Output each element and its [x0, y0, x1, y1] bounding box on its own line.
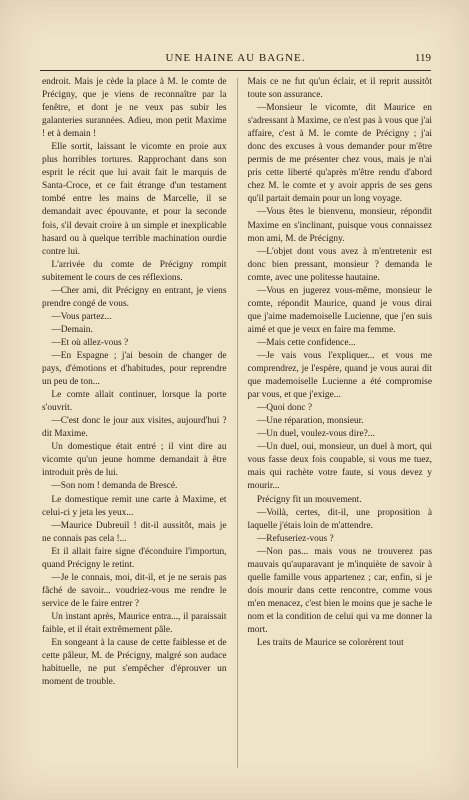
- paragraph: —Refuseriez-vous ?: [256, 533, 334, 544]
- page-number: 119: [414, 52, 431, 64]
- paragraph: —Je le connais, moi, dit-il, et je ne serais pas fâché de savoir... voudriez-vous me rendre le service de le faire entrer ?: [42, 572, 227, 609]
- paragraph: endroit. Mais je cède la place à M. le comte de Précigny, que je viens de reconnaître par la fenêtre, et dont je ne veux pas subir les galanteries surannées. Adieu, mon petit Maxime ! et à demain !: [42, 77, 227, 140]
- paragraph: —C'est donc le jour aux visites, aujourd'hui ? dit Maxime.: [42, 416, 227, 440]
- paragraph: —Quoi donc ?: [256, 403, 313, 414]
- paragraph: En songeant à la cause de cette faiblesse et de cette pâleur, M. de Précigny, malgré son audace habituelle, ne put s'empêcher d'éprouver un moment de trouble.: [42, 638, 227, 688]
- paragraph: Mais ce ne fut qu'un éclair, et il reprit aussitôt toute son assurance.: [247, 77, 432, 101]
- paragraph: —Son nom ! demanda de Brescé.: [51, 481, 178, 492]
- running-title: UNE HAINE AU BAGNE.: [165, 52, 306, 64]
- paragraph: —Un duel, oui, monsieur, un duel à mort, qui vous fasse deux fois coupable, si vous me tuez, mais qui rachète votre faute, si vous devez y mourir...: [247, 442, 432, 492]
- paragraph: —Monsieur le vicomte, dit Maurice en s'adressant à Maxime, ce n'est pas à vous que j'ai affaire, c'est à M. le comte de Précigny ; j'ai donc des excuses à vous demander pour m'être permis de me présenter chez vous, mais je n'ai pris cette liberté qu'après m'être rendu d'abord chez M. le comte et y avoir appris de ses gens qu'il partait demain pour un long voyage.: [247, 103, 432, 205]
- text-columns: [42, 76, 432, 776]
- paragraph: —Et où allez-vous ?: [51, 337, 129, 348]
- paragraph: Un domestique était entré ; il vint dire au vicomte qu'un jeune homme demandait à être introduit près de lui.: [42, 442, 227, 479]
- paragraph: —Vous partez...: [51, 311, 112, 322]
- paragraph: —Non pas... mais vous ne trouverez pas mauvais qu'auparavant je m'inquiète de savoir à quelle famille vous appartenez ; car, enfin, si je dois mourir dans cette rencontre, comme vous m'en menacez, c'est bien le moins que je sache le nom et la condition de celui qui va me donner la mort.: [247, 546, 432, 635]
- paragraph: —Vous êtes le bienvenu, monsieur, répondit Maxime en s'inclinant, puisque vous connaissez mon ami, M. de Précigny.: [247, 207, 432, 244]
- paragraph: —L'objet dont vous avez à m'entretenir est donc bien pressant, monsieur ? demanda le comte, avec une politesse hautaine.: [247, 246, 432, 283]
- paragraph: —En Espagne ; j'ai besoin de changer de pays, d'émotions et d'habitudes, pour reprendre un peu de ton...: [42, 350, 227, 388]
- column-divider: [237, 78, 238, 768]
- paragraph: —Demain.: [51, 324, 93, 335]
- paragraph: —Cher ami, dit Précigny en entrant, je viens prendre congé de vous.: [42, 285, 227, 309]
- paragraph: Un instant après, Maurice entra..., il paraissait faible, et il était extrêmement pâle.: [42, 611, 227, 635]
- paragraph: Le domestique remit une carte à Maxime, et celui-ci y jeta les yeux...: [42, 494, 227, 518]
- left-column: [42, 76, 227, 776]
- paragraph: —Mais cette confidence...: [256, 337, 356, 348]
- page-header: [40, 52, 431, 71]
- paragraph: Le comte allait continuer, lorsque la porte s'ouvrit.: [42, 390, 227, 414]
- paragraph: —Voilà, certes, dit-il, une proposition à laquelle j'étais loin de m'attendre.: [247, 507, 432, 531]
- paragraph: —Un duel, voulez-vous dire?...: [256, 429, 375, 440]
- paragraph: Les traits de Maurice se colorèrent tout: [256, 638, 404, 649]
- paragraph: L'arrivée du comte de Précigny rompit subitement le cours de ces réflexions.: [42, 259, 227, 283]
- paragraph: —Je vais vous l'expliquer... et vous me comprendrez, je l'espère, quand je vous aurai dit que mademoiselle Lucienne a été compromise par vous, et que j'exige...: [247, 350, 432, 401]
- paragraph: —Maurice Dubreuil ! dit-il aussitôt, mais je ne connais pas cela !...: [42, 520, 227, 544]
- paragraph: Précigny fit un mouvement.: [256, 494, 362, 505]
- paragraph: Elle sortit, laissant le vicomte en proie aux plus horribles tortures. Rapprochant dans son esprit le récit que lui avait fait le marquis de Santa-Croce, et ce fait étrange d'un testament tombé entre les mains de Marcelle, il se demandait avec épouvante, et pour la seconde fois, s'il devait croire à un simple et inexplicable hasard ou à quelque terrible machination ourdie contre lui.: [42, 142, 227, 257]
- paragraph: —Vous en jugerez vous-même, monsieur le comte, répondit Maurice, quand je vous dirai que j'aime mademoiselle Lucienne, que j'en suis aimé et que je veux en faire ma femme.: [247, 285, 432, 335]
- paragraph: Et il allait faire signe d'éconduire l'importun, quand Précigny le retint.: [42, 546, 227, 570]
- paragraph: —Une réparation, monsieur.: [256, 416, 364, 427]
- right-column: [247, 76, 432, 776]
